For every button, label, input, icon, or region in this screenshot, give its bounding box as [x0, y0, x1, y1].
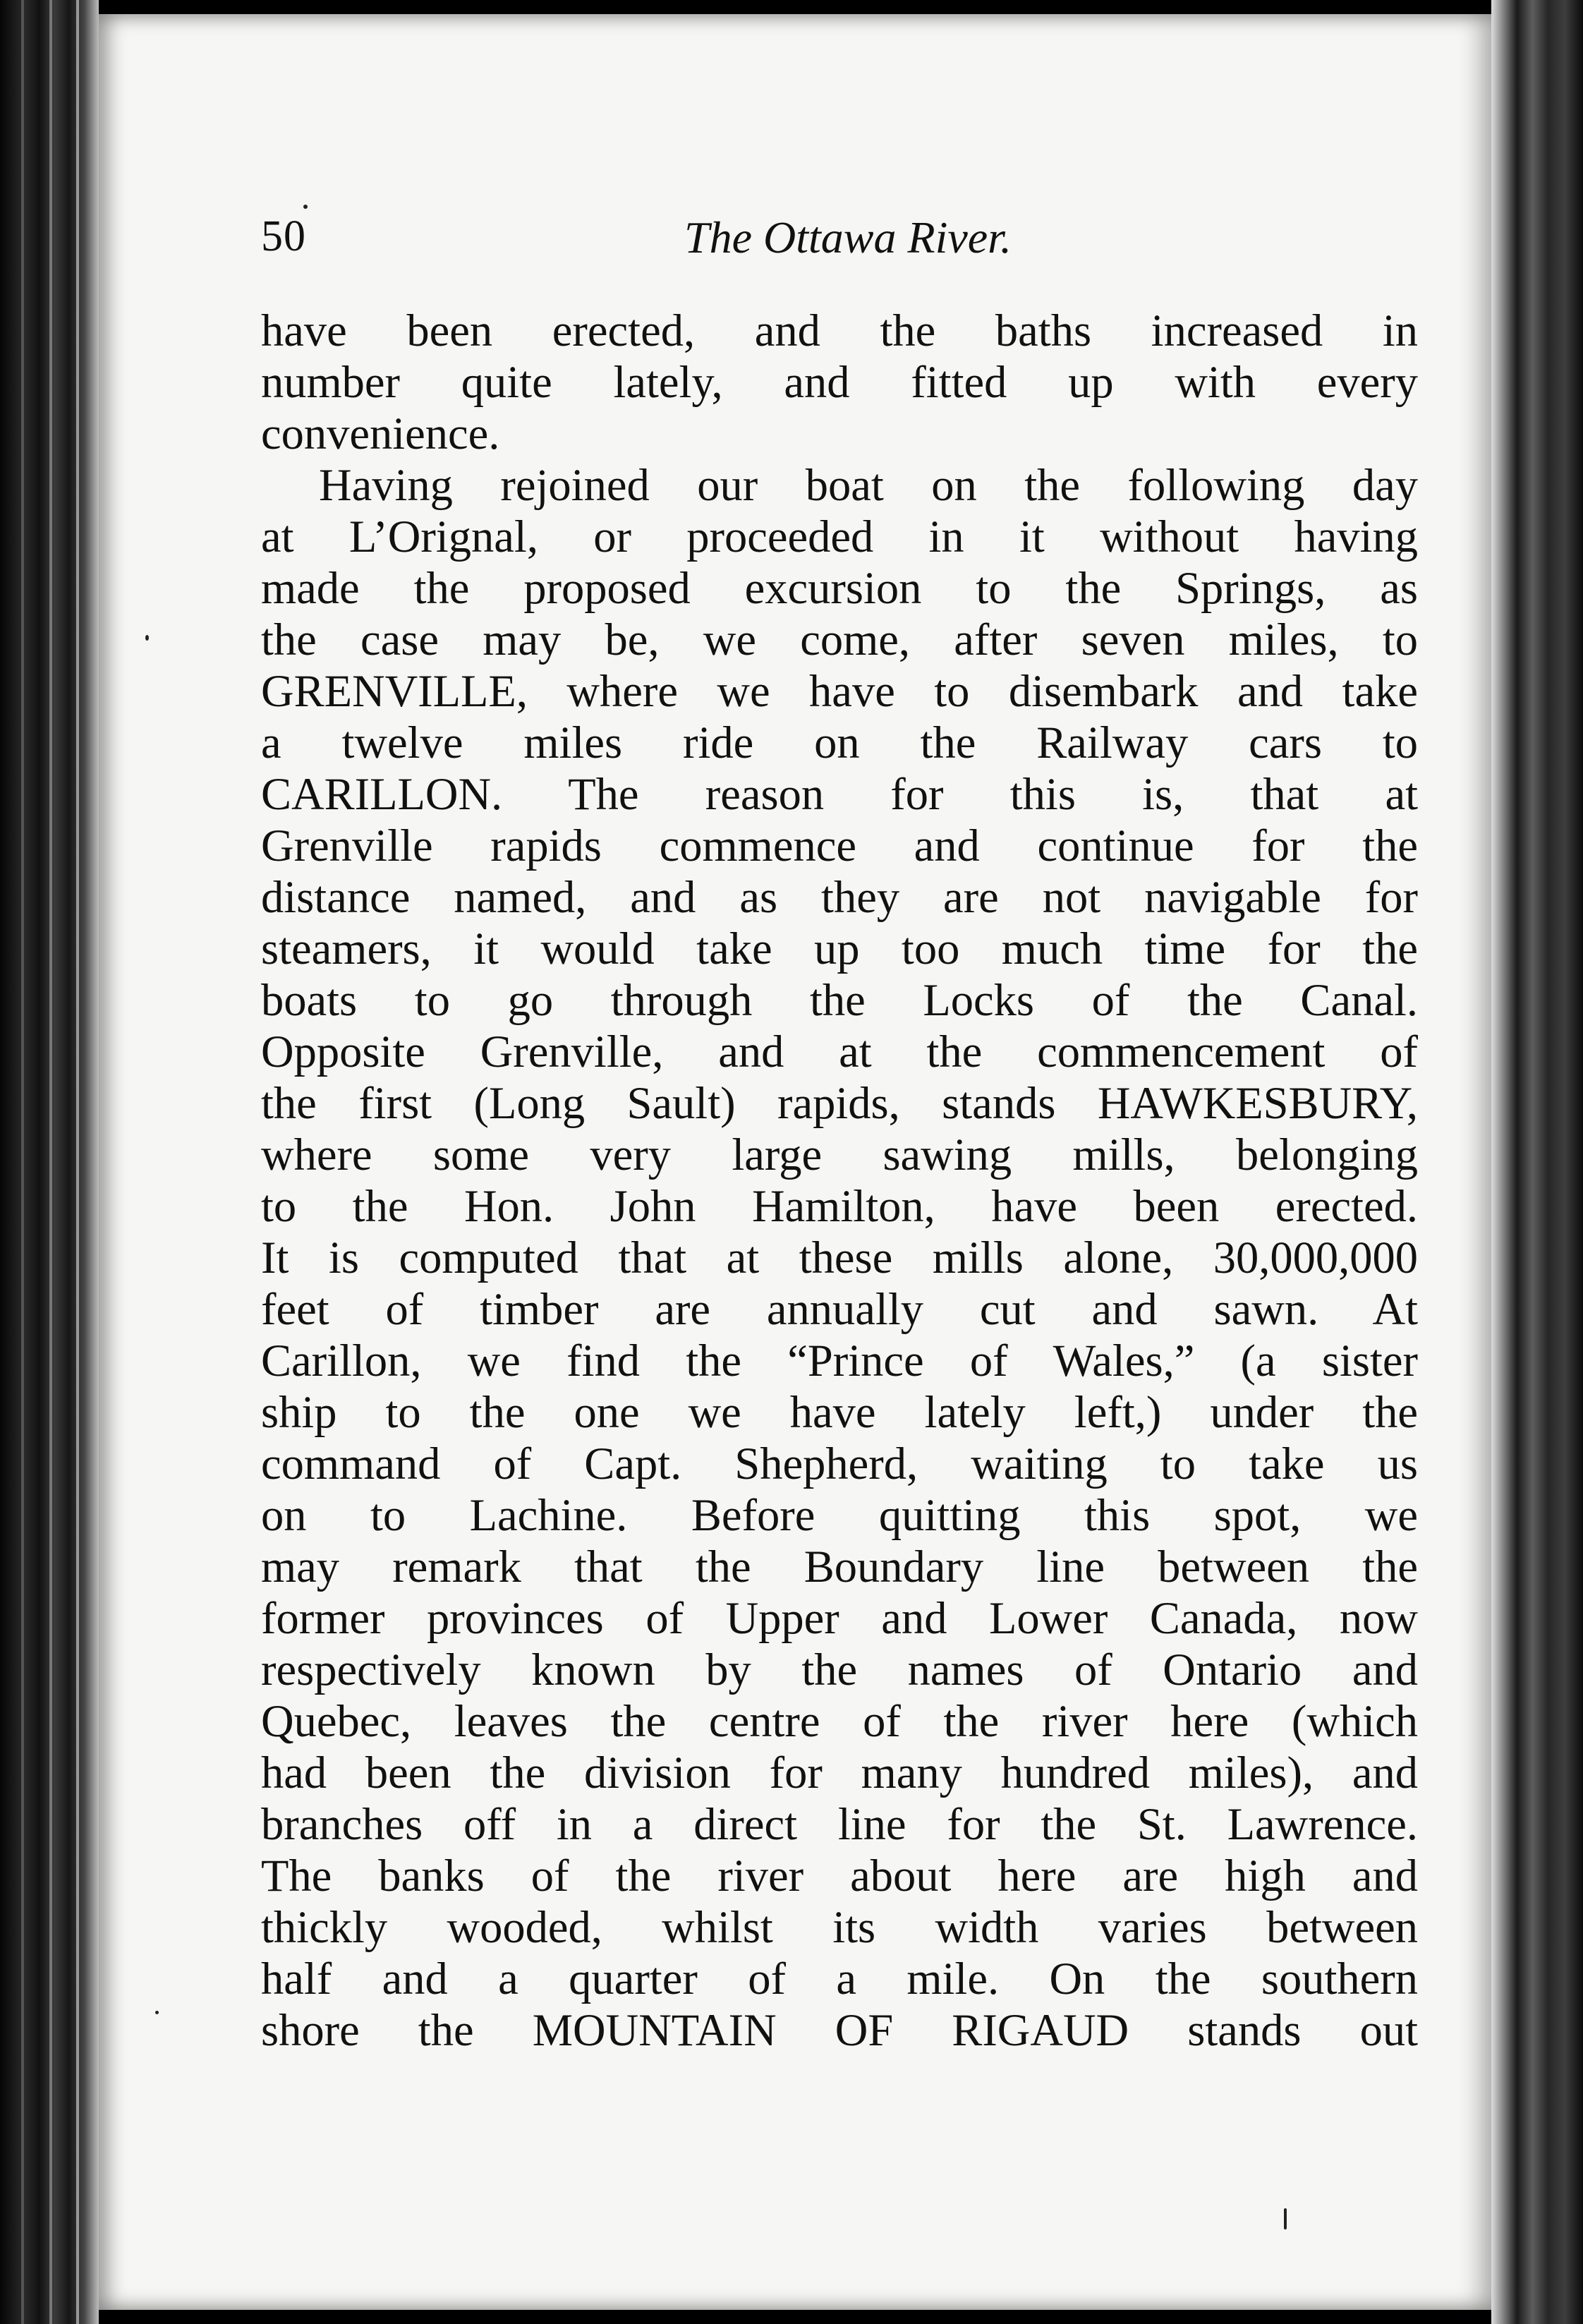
text-line: to the Hon. John Hamilton, have been erected. — [261, 1181, 1418, 1231]
body-text — [261, 305, 1418, 2056]
text-line: thickly wooded, whilst its width varies between — [261, 1902, 1418, 1952]
text-line: boats to go through the Locks of the Canal. — [261, 975, 1418, 1025]
spine-stripe — [21, 0, 24, 2324]
text-line: distance named, and as they are not navigable for — [261, 872, 1418, 922]
text-line: a twelve miles ride on the Railway cars to — [261, 718, 1418, 768]
text-line: Carillon, we find the “Prince of Wales,” (a sister — [261, 1336, 1418, 1386]
text-line: at L’Orignal, or proceeded in it without having — [261, 512, 1418, 562]
print-speck — [145, 635, 149, 641]
text-line: CARILLON. The reason for this is, that at — [261, 769, 1418, 819]
text-line: made the proposed excursion to the Springs, as — [261, 563, 1418, 613]
text-line: number quite lately, and fitted up with every — [261, 357, 1418, 407]
text-line: ship to the one we have lately left,) under the — [261, 1387, 1418, 1437]
print-speck — [303, 205, 308, 209]
book-edge-right — [1491, 0, 1583, 2324]
text-line: half and a quarter of a mile. On the southern — [261, 1954, 1418, 2004]
text-line: Quebec, leaves the centre of the river here (which — [261, 1696, 1418, 1746]
spine-stripe — [76, 0, 79, 2324]
running-title: The Ottawa River. — [684, 212, 1012, 262]
text-line: The banks of the river about here are high and — [261, 1851, 1418, 1901]
text-line: command of Capt. Shepherd, waiting to take us — [261, 1439, 1418, 1489]
text-line: It is computed that at these mills alone, 30,000,000 — [261, 1233, 1418, 1283]
text-line: Grenville rapids commence and continue for the — [261, 821, 1418, 871]
text-line: convenience. — [261, 408, 500, 459]
page-header — [261, 212, 1418, 268]
text-line: may remark that the Boundary line between the — [261, 1542, 1418, 1592]
text-line: on to Lachine. Before quitting this spot, we — [261, 1490, 1418, 1540]
text-line: the first (Long Sault) rapids, stands HAWKESBURY, — [261, 1078, 1418, 1128]
spine-stripe — [49, 0, 52, 2324]
print-speck — [155, 2011, 159, 2014]
text-line: branches off in a direct line for the St. Lawrence. — [261, 1799, 1418, 1849]
page-number: 50 — [261, 212, 306, 260]
text-line: respectively known by the names of Ontario and — [261, 1645, 1418, 1695]
text-line: GRENVILLE, where we have to disembark and take — [261, 666, 1418, 716]
text-line: steamers, it would take up too much time for the — [261, 924, 1418, 974]
text-line: feet of timber are annually cut and sawn. At — [261, 1284, 1418, 1334]
text-line: shore the MOUNTAIN OF RIGAUD stands out — [261, 2005, 1418, 2055]
text-line: the case may be, we come, after seven miles, to — [261, 615, 1418, 665]
text-line: Opposite Grenville, and at the commencement of — [261, 1027, 1418, 1077]
book-spine-left — [0, 0, 99, 2324]
print-speck — [1284, 2208, 1287, 2229]
text-line: have been erected, and the baths increased in — [261, 305, 1418, 356]
text-line: where some very large sawing mills, belonging — [261, 1130, 1418, 1180]
text-line: former provinces of Upper and Lower Canada, now — [261, 1593, 1418, 1643]
text-line: Having rejoined our boat on the following day — [319, 460, 1418, 510]
text-line: had been the division for many hundred miles), and — [261, 1748, 1418, 1798]
